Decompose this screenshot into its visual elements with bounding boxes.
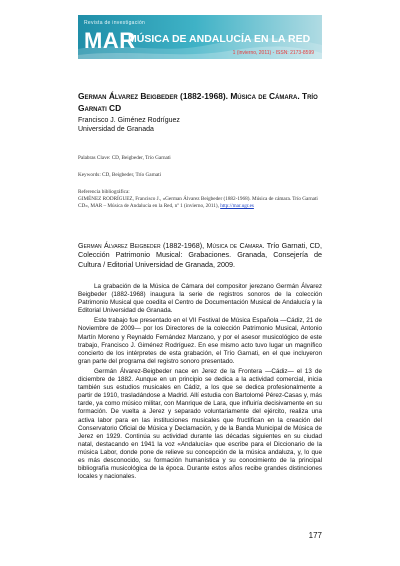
keywords-es: Palabras Clave: CD, Beigbeder, Trío Garnati	[78, 155, 171, 161]
review-heading-details: Trío Garnati, CD, Colección Patrimonio Musical: Grabaciones. Granada, Consejería de Cultura / Editorial Universidad de Granada, 2009.	[78, 241, 322, 269]
reference-body	[78, 196, 322, 210]
page-number: 177	[308, 531, 322, 540]
author-block	[78, 116, 322, 134]
reference-heading: Referencia bibliográfica:	[78, 189, 130, 195]
article-title	[78, 91, 322, 114]
keywords-en: Keywords: CD, Beigbeder, Trío Garnati	[78, 172, 162, 178]
body-paragraph: La grabación de la Música de Cámara del compositor jerezano Germán Álvarez Beigbeder (1882-1968) inaugura la serie de registros sonoros de la colección Patrimonio Musical que coedita el Centro de Documentación Musical de Andalucía y la Editorial Universidad de Granada.	[78, 283, 322, 315]
journal-logo: MAR	[84, 28, 136, 53]
journal-banner	[78, 15, 322, 59]
body-paragraph: Este trabajo fue presentado en el VII Festival de Música Española —Cádiz, 21 de Noviembre de 2009— por los Directores de la colección Patrimonio Musical, Antonio Martín Moreno y Reynaldo Fernández Manzano, y por el asesor musicológico de este trabajo, Francisco J. Giménez Rodríguez. En ese mismo acto tuvo lugar un magnífico concierto de los intérpretes de esta grabación, el Trío Garnati, en el que incluyeron gran parte del programa del registro sonoro presentado.	[78, 317, 322, 365]
reference-link[interactable]: http://mar.ugr.es	[220, 203, 254, 209]
review-heading	[78, 241, 322, 269]
issue-info: 1 (invierno, 2011) - ISSN: 2173-8599	[232, 50, 314, 56]
author-affiliation: Universidad de Granada	[78, 126, 154, 133]
body-paragraph: Germán Álvarez-Beigbeder nace en Jerez de la Frontera —Cádiz— el 13 de diciembre de 1882. Aunque en un principio se dedica a la actividad comercial, inicia también sus estudios musicales en Cádiz, a los que se dedica profesionalmente a partir de 1910, trasladándose a Madrid. Allí estudia con Bartolomé Pérez-Casas y, más tarde, ya como músico militar, con Manrique de Lara, que influiría decisivamente en su formación. De vuelta a Jerez y separado voluntariamente del ejército, realiza una activa labor para en las instituciones musicales que fructifican en la creación del Conservatorio Oficial de Música y Declamación, y de la Banda Municipal de Música de Jerez en 1929. Continúa su actividad durante las décadas siguientes en su ciudad natal, destacando en 1941 la voz «Andalucía» que escribe para el Diccionario de la música Labor, donde pone de relieve su concepción de la música andaluza, y, lo que es más desconocido, su formación humanística y su conocimiento de la principal bibliografía musicológica de la época. Durante estos años recibe grandes distinciones locales y nacionales.	[78, 367, 322, 481]
article-body	[78, 283, 322, 483]
review-heading-title: German Álvarez Beigbeder (1882-1968), Música de Cámara.	[78, 241, 265, 250]
reference-text: GIMÉNEZ RODRÍGUEZ, Francisco J., «German Álvarez Beigbeder (1882-1968). Música de cámara. Trío Garnati CD», MAR – Música de Andalucía en la Red, nº 1 (invierno, 2011),	[78, 196, 318, 209]
author-name: Francisco J. Giménez Rodríguez	[78, 117, 180, 124]
journal-subtitle: MÚSICA DE ANDALUCÍA EN LA RED	[128, 33, 311, 45]
article-title-line-1: German Álvarez Beigbeder (1882-1968). Música de Cámara. Trío	[78, 91, 318, 101]
article-title-line-2: Garnati CD	[78, 102, 122, 113]
banner-tag: Revista de investigación	[84, 20, 146, 26]
